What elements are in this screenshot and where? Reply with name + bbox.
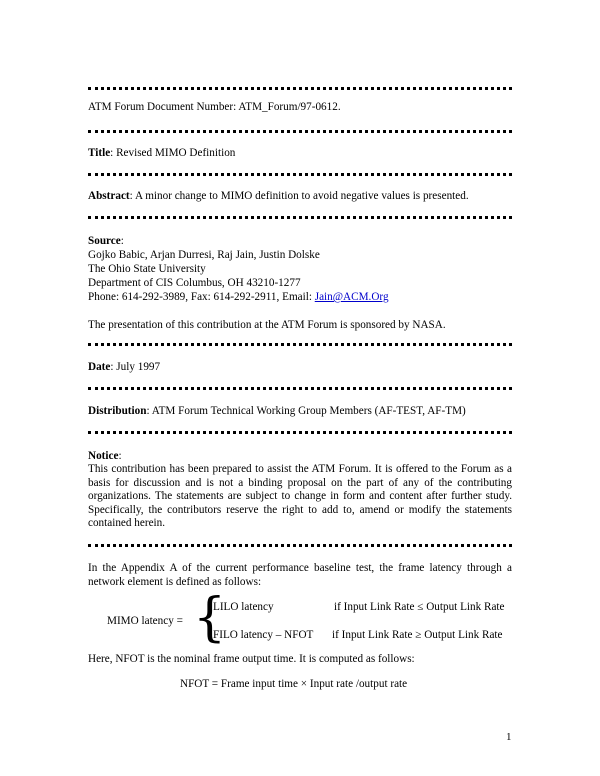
document-number: ATM Forum Document Number: ATM_Forum/97-0612.	[88, 101, 341, 113]
source-label: Source	[88, 235, 121, 247]
case2-condition: if Input Link Rate ≥ Output Link Rate	[332, 629, 503, 641]
title-value: Revised MIMO Definition	[116, 147, 236, 159]
notice-sep: :	[118, 450, 122, 462]
notice-label: Notice	[88, 450, 119, 462]
dotted-separator	[88, 431, 512, 434]
date-line	[88, 360, 160, 374]
date-value: July 1997	[116, 361, 161, 373]
abstract-label: Abstract	[88, 190, 130, 202]
email-link[interactable]: Jain@ACM.Org	[314, 291, 389, 303]
contact-text: Phone: 614-292-3989, Fax: 614-292-2911, Email:	[88, 291, 315, 303]
intro-paragraph: In the Appendix A of the current performance baseline test, the frame latency through a network element is defined as follows:	[88, 562, 512, 588]
distribution-line	[88, 404, 466, 418]
source-contact	[88, 290, 389, 304]
source-authors: Gojko Babic, Arjan Durresi, Raj Jain, Justin Dolske	[88, 249, 320, 261]
abstract-line	[88, 189, 469, 203]
title-label: Title	[88, 147, 111, 159]
mimo-label: MIMO latency =	[107, 615, 183, 627]
case1-expression: LILO latency	[213, 601, 274, 613]
dotted-separator	[88, 387, 512, 390]
source-heading	[88, 234, 124, 248]
case2-expression: FILO latency – NFOT	[213, 629, 314, 641]
page-number: 1	[506, 731, 512, 743]
nfot-formula: NFOT = Frame input time × Input rate /output rate	[180, 678, 408, 690]
source-university: The Ohio State University	[88, 263, 206, 275]
distribution-label: Distribution	[88, 405, 147, 417]
notice-text: This contribution has been prepared to assist the ATM Forum. It is offered to the Forum as a basis for discussion and is not a binding proposal on the part of any of the contributing organizations. The statements are subject to change in form and content after further study. Specifically, the contributors reserve the right to add to, amend or modify the statements contained herein.	[88, 463, 512, 530]
source-sep: :	[120, 235, 124, 247]
dotted-separator	[88, 130, 512, 133]
source-department: Department of CIS Columbus, OH 43210-1277	[88, 277, 301, 289]
nfot-intro: Here, NFOT is the nominal frame output time. It is computed as follows:	[88, 653, 415, 665]
abstract-sep: :	[129, 190, 135, 202]
abstract-value: A minor change to MIMO definition to avoid negative values is presented.	[134, 190, 469, 202]
notice-heading	[88, 449, 122, 463]
distribution-value: ATM Forum Technical Working Group Members (AF-TEST, AF-TM)	[151, 405, 466, 417]
distribution-sep: :	[146, 405, 152, 417]
dotted-separator	[88, 343, 512, 346]
date-label: Date	[88, 361, 111, 373]
dotted-separator	[88, 216, 512, 219]
title-sep: :	[110, 147, 117, 159]
title-line	[88, 146, 235, 160]
dotted-separator	[88, 87, 512, 90]
dotted-separator	[88, 173, 512, 176]
left-brace: {	[193, 588, 227, 648]
case1-condition: if Input Link Rate ≤ Output Link Rate	[334, 601, 505, 613]
sponsor-text: The presentation of this contribution at the ATM Forum is sponsored by NASA.	[88, 319, 446, 331]
date-sep: :	[110, 361, 117, 373]
dotted-separator	[88, 544, 512, 547]
